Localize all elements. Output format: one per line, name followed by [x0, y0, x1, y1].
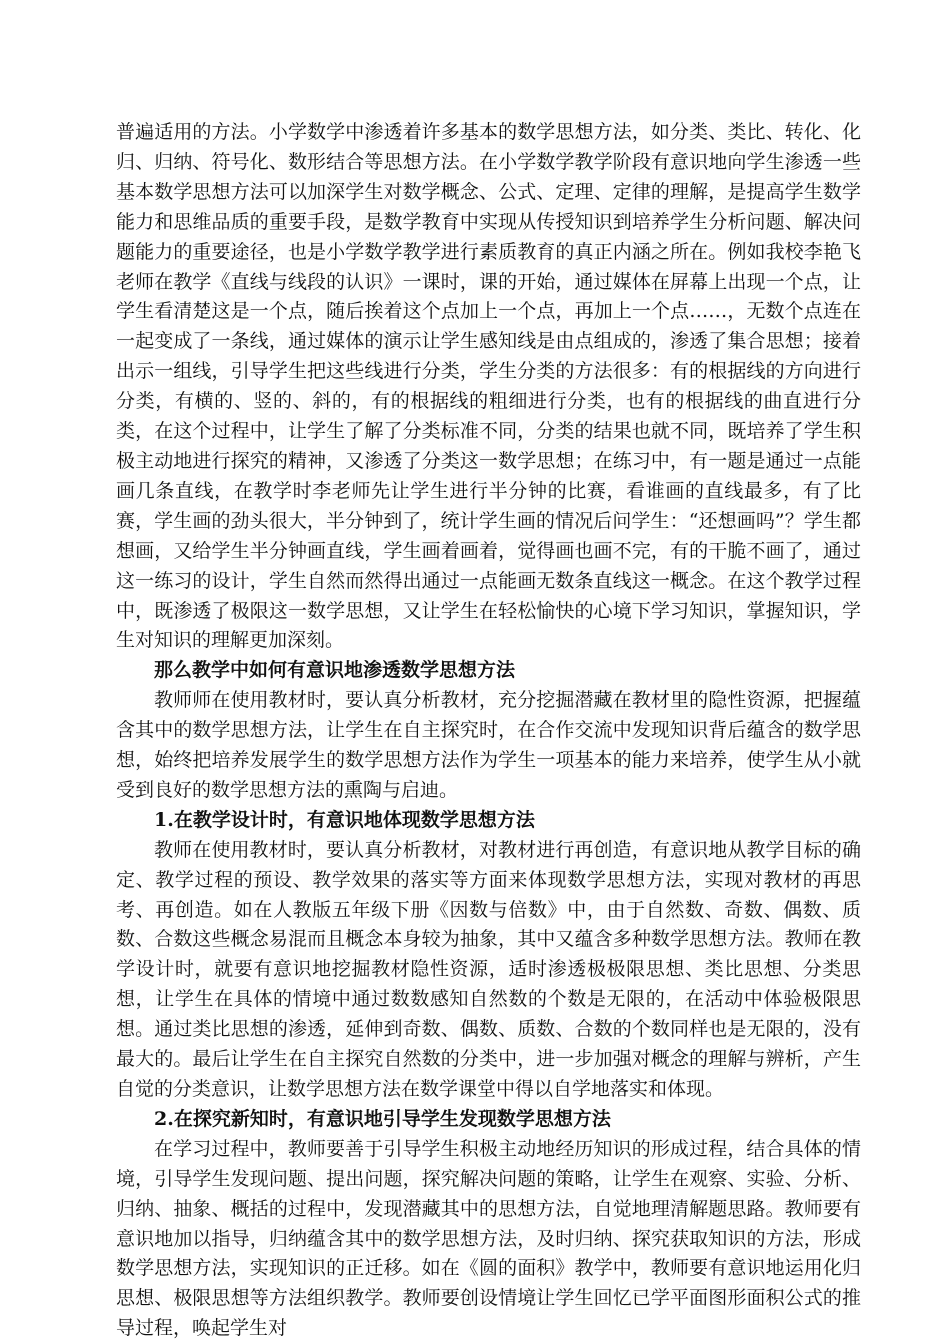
body-paragraph-section-2: 在学习过程中，教师要善于引导学生积极主动地经历知识的形成过程，结合具体的情境，引导学生发现问题、提出问题，探究解决问题的策略，让学生在观察、实验、分析、归纳、抽象、概括的过程中，发现潜藏其中的思想方法，自觉地理清解题思路。教师要有意识地加以指导，归纳蕴含其中的数学思想方法，及时归纳、探究获取知识的方法，形成数学思想方法，实现知识的正迁移。如在《圆的面积》教学中，教师要有意识地运用化归思想、极限思想等方法组织教学。教师要创设情境让学生回忆已学平面图形面积公式的推导过程，唤起学生对 [116, 1137, 861, 1340]
body-paragraph-intro: 普遍适用的方法。小学数学中渗透着许多基本的数学思想方法，如分类、类比、转化、化归、归纳、符号化、数形结合等思想方法。在小学数学教学阶段有意识地向学生渗透一些基本数学思想方法可以加深学生对数学概念、公式、定理、定律的理解，是提高学生数学能力和思维品质的重要手段，是数学教育中实现从传授知识到培养学生分析问题、解决问题能力的重要途径，也是小学数学教学进行素质教育的真正内涵之所在。例如我校李艳飞老师在教学《直线与线段的认识》一课时，课的开始，通过媒体在屏幕上出现一个点，让学生看清楚这是一个点，随后挨着这个点加上一个点，再加上一个点……，无数个点连在一起变成了一条线，通过媒体的演示让学生感知线是由点组成的，渗透了集合思想；接着出示一组线，引导学生把这些线进行分类，学生分类的方法很多：有的根据线的方向进行分类，有横的、竖的、斜的，有的根据线的粗细进行分类，也有的根据线的曲直进行分类，在这个过程中，让学生了解了分类标准不同，分类的结果也就不同，既培养了学生积极主动地进行探究的精神，又渗透了分类这一数学思想；在练习中，有一题是通过一点能画几条直线，在教学时李老师先让学生进行半分钟的比赛，看谁画的直线最多，有了比赛，学生画的劲头很大，半分钟到了，统计学生画的情况后问学生：“还想画吗”？学生都想画，又给学生半分钟画直线，学生画着画着，觉得画也画不完，有的干脆不画了，通过这一练习的设计，学生自然而然得出通过一点能画无数条直线这一概念。在这个教学过程中，既渗透了极限这一数学思想，又让学生在轻松愉快的心境下学习知识，掌握知识，学生对知识的理解更加深刻。 [116, 121, 861, 652]
body-paragraph-overview: 教师师在使用教材时，要认真分析教材，充分挖掘潜藏在教材里的隐性资源，把握蕴含其中的数学思想方法，让学生在自主探究时，在合作交流中发现知识背后蕴含的数学思想，始终把培养发展学生的数学思想方法作为学生一项基本的能力来培养，使学生从小就受到良好的数学思想方法的熏陶与启迪。 [116, 689, 861, 801]
section-heading-1: 1.在教学设计时，有意识地体现数学思想方法 [154, 808, 535, 831]
section-heading-2: 2.在探究新知时，有意识地引导学生发现数学思想方法 [154, 1107, 611, 1130]
document-page [116, 118, 861, 1344]
section-heading-main: 那么教学中如何有意识地渗透数学思想方法 [154, 659, 516, 682]
body-paragraph-section-1: 教师在使用教材时，要认真分析教材，对教材进行再创造，有意识地从教学目标的确定、教学过程的预设、教学效果的落实等方面来体现数学思想方法，实现对教材的再思考、再创造。如在人教版五年级下册《因数与倍数》中，由于自然数、奇数、偶数、质数、合数这些概念易混而且概念本身较为抽象，其中又蕴含多种数学思想方法。教师在教学设计时，就要有意识地挖掘教材隐性资源，适时渗透极极限思想、类比思想、分类思想，让学生在具体的情境中通过数数感知自然数的个数是无限的，在活动中体验极限思想。通过类比思想的渗透，延伸到奇数、偶数、质数、合数的个数同样也是无限的，没有最大的。最后让学生在自主探究自然数的分类中，进一步加强对概念的理解与辨析，产生自觉的分类意识，让数学思想方法在数学课堂中得以自学地落实和体现。 [116, 838, 861, 1100]
